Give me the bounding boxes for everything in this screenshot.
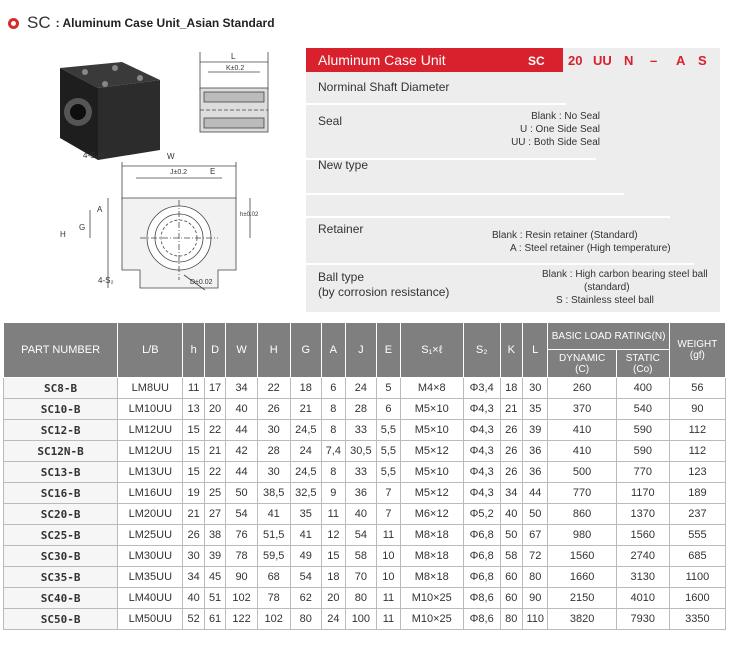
table-cell: 28 xyxy=(345,399,377,420)
table-cell: M6×12 xyxy=(400,504,463,525)
table-cell: 11 xyxy=(377,525,400,546)
table-cell: 410 xyxy=(548,420,616,441)
table-cell: 50 xyxy=(500,525,522,546)
table-cell: M8×18 xyxy=(400,546,463,567)
th-e: E xyxy=(377,323,400,378)
table-cell: 189 xyxy=(669,483,725,504)
table-cell: 62 xyxy=(290,588,322,609)
table-cell: Φ4,3 xyxy=(463,420,500,441)
th-static-label: STATIC xyxy=(625,352,660,364)
table-cell: 51 xyxy=(204,588,225,609)
table-cell: 1560 xyxy=(548,546,616,567)
table-cell: 17 xyxy=(204,378,225,399)
table-cell: Φ4,3 xyxy=(463,441,500,462)
table-cell: 80 xyxy=(500,609,522,630)
table-cell: 1560 xyxy=(616,525,669,546)
table-row xyxy=(4,525,726,546)
table-cell: LM12UU xyxy=(118,441,183,462)
bullet-icon xyxy=(8,18,19,29)
th-d: D xyxy=(204,323,225,378)
option-text: UU : Both Side Seal xyxy=(511,137,600,148)
th-l: L xyxy=(522,323,547,378)
table-cell: 5 xyxy=(377,378,400,399)
table-cell: 34 xyxy=(183,567,204,588)
table-cell: 45 xyxy=(204,567,225,588)
th-weight xyxy=(669,323,725,378)
row-label-retainer: Retainer xyxy=(318,222,364,236)
table-cell: M5×12 xyxy=(400,483,463,504)
label-S1: 4-S₁×ℓ xyxy=(83,151,106,160)
table-cell: LM25UU xyxy=(118,525,183,546)
table-cell: 39 xyxy=(204,546,225,567)
th-dynamic-label: DYNAMIC xyxy=(559,352,606,364)
table-cell: LM40UU xyxy=(118,588,183,609)
table-cell: 11 xyxy=(377,588,400,609)
table-cell: 7 xyxy=(377,483,400,504)
label-G: G xyxy=(79,223,86,232)
table-cell: 24 xyxy=(322,609,345,630)
table-cell: 102 xyxy=(257,609,290,630)
table-cell: 42 xyxy=(226,441,258,462)
row-label-balltype: Ball type xyxy=(318,270,365,284)
table-cell: 67 xyxy=(522,525,547,546)
part-code-panel xyxy=(306,48,720,312)
table-cell: 76 xyxy=(226,525,258,546)
table-cell: 28 xyxy=(257,441,290,462)
th-g: G xyxy=(290,323,322,378)
option-text: U : One Side Seal xyxy=(519,124,600,135)
cell-part-number: SC40-B xyxy=(4,588,118,609)
label-E: E xyxy=(210,167,216,176)
code-segment-ball: S xyxy=(698,53,707,68)
table-cell: 38 xyxy=(204,525,225,546)
table-cell: 1100 xyxy=(669,567,725,588)
table-cell: Φ6,8 xyxy=(463,525,500,546)
table-cell: 30 xyxy=(257,420,290,441)
table-cell: M5×10 xyxy=(400,420,463,441)
label-W: W xyxy=(167,152,175,161)
option-text: Blank : Resin retainer (Standard) xyxy=(492,230,638,241)
table-cell: 22 xyxy=(257,378,290,399)
table-cell: 410 xyxy=(548,441,616,462)
table-cell: 15 xyxy=(183,441,204,462)
table-cell: Φ6,8 xyxy=(463,546,500,567)
table-cell: 80 xyxy=(345,588,377,609)
table-cell: Φ4,3 xyxy=(463,462,500,483)
table-cell: 58 xyxy=(345,546,377,567)
table-cell: 11 xyxy=(183,378,204,399)
table-cell: 24,5 xyxy=(290,462,322,483)
cell-part-number: SC13-B xyxy=(4,462,118,483)
table-cell: 34 xyxy=(226,378,258,399)
table-cell: 100 xyxy=(345,609,377,630)
table-cell: 41 xyxy=(290,525,322,546)
table-cell: M5×12 xyxy=(400,441,463,462)
table-cell: 1660 xyxy=(548,567,616,588)
table-cell: LM30UU xyxy=(118,546,183,567)
seal-options xyxy=(450,110,600,149)
section-title xyxy=(8,12,275,34)
table-cell: 50 xyxy=(522,504,547,525)
cell-part-number: SC30-B xyxy=(4,546,118,567)
table-cell: 30 xyxy=(522,378,547,399)
cell-part-number: SC8-B xyxy=(4,378,118,399)
row-label-diameter: Norminal Shaft Diameter xyxy=(318,80,450,94)
table-cell: 980 xyxy=(548,525,616,546)
table-cell: 90 xyxy=(226,567,258,588)
table-cell: LM16UU xyxy=(118,483,183,504)
table-row xyxy=(4,483,726,504)
cell-part-number: SC50-B xyxy=(4,609,118,630)
table-cell: 26 xyxy=(500,441,522,462)
table-cell: 30,5 xyxy=(345,441,377,462)
table-cell: 72 xyxy=(522,546,547,567)
table-cell: LM13UU xyxy=(118,462,183,483)
table-cell: 26 xyxy=(500,462,522,483)
table-cell: Φ4,3 xyxy=(463,399,500,420)
table-cell: 13 xyxy=(183,399,204,420)
table-cell: 30 xyxy=(257,462,290,483)
table-cell: 1170 xyxy=(616,483,669,504)
th-k: K xyxy=(500,323,522,378)
table-cell: 12 xyxy=(322,525,345,546)
table-cell: 36 xyxy=(522,441,547,462)
table-cell: 2740 xyxy=(616,546,669,567)
title-code: SC xyxy=(27,13,51,32)
table-cell: 237 xyxy=(669,504,725,525)
label-S2: 4-S₂ xyxy=(98,276,114,285)
th-s1: S₁×ℓ xyxy=(400,323,463,378)
cell-part-number: SC12-B xyxy=(4,420,118,441)
th-part-number: PART NUMBER xyxy=(4,323,118,378)
table-cell: Φ8,6 xyxy=(463,588,500,609)
table-cell: 8 xyxy=(322,462,345,483)
cell-part-number: SC20-B xyxy=(4,504,118,525)
th-weight-label: WEIGHT xyxy=(677,339,718,350)
retainer-options xyxy=(492,229,692,255)
table-cell: 26 xyxy=(183,525,204,546)
table-cell: 112 xyxy=(669,441,725,462)
code-segment-seal: UU xyxy=(593,53,612,68)
table-cell: 685 xyxy=(669,546,725,567)
technical-drawings xyxy=(0,40,300,310)
table-cell: 26 xyxy=(500,420,522,441)
table-row xyxy=(4,588,726,609)
th-static-sym: (Co) xyxy=(633,363,653,375)
divider xyxy=(306,263,694,265)
table-cell: 36 xyxy=(522,462,547,483)
table-cell: LM8UU xyxy=(118,378,183,399)
cell-part-number: SC16-B xyxy=(4,483,118,504)
table-cell: LM20UU xyxy=(118,504,183,525)
table-cell: LM35UU xyxy=(118,567,183,588)
option-text: A : Steel retainer (High temperature) xyxy=(510,243,671,254)
table-cell: 44 xyxy=(226,420,258,441)
table-cell: M4×8 xyxy=(400,378,463,399)
table-cell: 36 xyxy=(345,483,377,504)
table-row xyxy=(4,504,726,525)
table-cell: 25 xyxy=(204,483,225,504)
table-cell: 5,5 xyxy=(377,462,400,483)
table-cell: 18 xyxy=(500,378,522,399)
table-cell: 78 xyxy=(257,588,290,609)
spec-table-body xyxy=(4,378,726,630)
spec-table xyxy=(3,322,726,630)
table-cell: 5,5 xyxy=(377,441,400,462)
code-header xyxy=(306,48,720,72)
table-cell: M10×25 xyxy=(400,588,463,609)
cell-part-number: SC12N-B xyxy=(4,441,118,462)
table-cell: 35 xyxy=(522,399,547,420)
th-j: J xyxy=(345,323,377,378)
th-dynamic xyxy=(548,350,616,378)
option-text: Blank : No Seal xyxy=(531,111,600,122)
th-dynamic-sym: (C) xyxy=(575,363,590,375)
table-cell: M5×10 xyxy=(400,462,463,483)
table-cell: 61 xyxy=(204,609,225,630)
table-cell: 52 xyxy=(183,609,204,630)
option-text: S : Stainless steel ball xyxy=(556,295,654,306)
table-cell: 590 xyxy=(616,420,669,441)
table-cell: 7,4 xyxy=(322,441,345,462)
table-cell: 40 xyxy=(226,399,258,420)
table-cell: 260 xyxy=(548,378,616,399)
label-H: H xyxy=(60,230,66,239)
code-segment-sc: SC xyxy=(528,54,545,68)
table-cell: 40 xyxy=(345,504,377,525)
table-cell: 9 xyxy=(322,483,345,504)
label-J: J±0.2 xyxy=(170,169,188,176)
table-cell: 11 xyxy=(377,609,400,630)
table-cell: M10×25 xyxy=(400,609,463,630)
table-cell: 54 xyxy=(345,525,377,546)
table-cell: LM12UU xyxy=(118,420,183,441)
side-view xyxy=(200,52,268,132)
divider xyxy=(306,103,566,105)
table-cell: 59,5 xyxy=(257,546,290,567)
table-cell: 7930 xyxy=(616,609,669,630)
table-row xyxy=(4,546,726,567)
table-cell: Φ8,6 xyxy=(463,609,500,630)
table-cell: Φ5,2 xyxy=(463,504,500,525)
row-label-newtype: New type xyxy=(318,158,369,172)
table-row xyxy=(4,441,726,462)
table-cell: 2150 xyxy=(548,588,616,609)
table-cell: Φ3,4 xyxy=(463,378,500,399)
table-cell: 11 xyxy=(322,504,345,525)
th-weight-unit: (gf) xyxy=(689,350,705,361)
balltype-options xyxy=(542,268,718,307)
table-cell: 49 xyxy=(290,546,322,567)
table-cell: 70 xyxy=(345,567,377,588)
cell-part-number: SC35-B xyxy=(4,567,118,588)
table-cell: 1370 xyxy=(616,504,669,525)
table-cell: 54 xyxy=(226,504,258,525)
table-cell: 34 xyxy=(500,483,522,504)
divider xyxy=(306,216,670,218)
table-cell: M8×18 xyxy=(400,525,463,546)
table-row xyxy=(4,378,726,399)
table-cell: 555 xyxy=(669,525,725,546)
table-cell: 44 xyxy=(522,483,547,504)
table-cell: 18 xyxy=(290,378,322,399)
table-cell: LM50UU xyxy=(118,609,183,630)
th-h: h xyxy=(183,323,204,378)
table-cell: 21 xyxy=(183,504,204,525)
table-cell: 40 xyxy=(183,588,204,609)
table-cell: 8 xyxy=(322,420,345,441)
table-cell: 80 xyxy=(290,609,322,630)
table-cell: M5×10 xyxy=(400,399,463,420)
table-cell: 44 xyxy=(226,462,258,483)
th-static xyxy=(616,350,669,378)
table-cell: 3820 xyxy=(548,609,616,630)
table-cell: 78 xyxy=(226,546,258,567)
table-cell: 22 xyxy=(204,420,225,441)
table-cell: 110 xyxy=(522,609,547,630)
table-cell: 15 xyxy=(322,546,345,567)
table-row xyxy=(4,462,726,483)
table-cell: 33 xyxy=(345,462,377,483)
table-cell: 770 xyxy=(548,483,616,504)
table-cell: 15 xyxy=(183,462,204,483)
table-cell: 10 xyxy=(377,567,400,588)
table-cell: Φ6,8 xyxy=(463,567,500,588)
table-cell: M8×18 xyxy=(400,567,463,588)
table-cell: 102 xyxy=(226,588,258,609)
code-segment-dash: – xyxy=(650,53,658,68)
row-label-balltype-2: (by corrosion resistance) xyxy=(318,285,450,299)
table-cell: 90 xyxy=(522,588,547,609)
table-cell: 22 xyxy=(204,462,225,483)
table-cell: 60 xyxy=(500,567,522,588)
table-cell: 6 xyxy=(322,378,345,399)
table-cell: 39 xyxy=(522,420,547,441)
table-cell: 4010 xyxy=(616,588,669,609)
table-cell: 860 xyxy=(548,504,616,525)
table-cell: 6 xyxy=(377,399,400,420)
table-row xyxy=(4,420,726,441)
table-cell: 18 xyxy=(322,567,345,588)
table-cell: 20 xyxy=(204,399,225,420)
option-text: Blank : High carbon bearing steel ball xyxy=(542,269,708,280)
table-cell: 58 xyxy=(500,546,522,567)
table-cell: 24 xyxy=(290,441,322,462)
label-h: h±0.02 xyxy=(240,212,259,218)
th-a: A xyxy=(322,323,345,378)
table-cell: 8 xyxy=(322,399,345,420)
table-cell: 19 xyxy=(183,483,204,504)
table-cell: 68 xyxy=(257,567,290,588)
table-cell: 50 xyxy=(226,483,258,504)
table-cell: 24,5 xyxy=(290,420,322,441)
table-cell: 123 xyxy=(669,462,725,483)
table-cell: 35 xyxy=(290,504,322,525)
code-segment-retainer: A xyxy=(676,53,686,68)
divider xyxy=(306,193,624,195)
th-lb: L/B xyxy=(118,323,183,378)
cell-part-number: SC10-B xyxy=(4,399,118,420)
label-A: A xyxy=(97,205,103,214)
table-cell: 122 xyxy=(226,609,258,630)
code-header-bar xyxy=(306,48,563,72)
th-hh: H xyxy=(257,323,290,378)
table-cell: 30 xyxy=(183,546,204,567)
table-cell: 32,5 xyxy=(290,483,322,504)
table-cell: 26 xyxy=(257,399,290,420)
table-cell: 21 xyxy=(290,399,322,420)
th-w: W xyxy=(226,323,258,378)
front-view xyxy=(90,162,250,290)
table-cell: 51,5 xyxy=(257,525,290,546)
table-cell: 80 xyxy=(522,567,547,588)
label-L: L xyxy=(231,52,236,61)
code-segment-size: 20 xyxy=(568,53,583,68)
table-cell: 112 xyxy=(669,420,725,441)
table-cell: 10 xyxy=(377,546,400,567)
table-cell: 3350 xyxy=(669,609,725,630)
table-cell: 60 xyxy=(500,588,522,609)
table-cell: 400 xyxy=(616,378,669,399)
code-segment-new: N xyxy=(624,53,634,68)
table-cell: 770 xyxy=(616,462,669,483)
table-cell: 21 xyxy=(204,441,225,462)
table-cell: 3130 xyxy=(616,567,669,588)
title-subtitle: : Aluminum Case Unit_Asian Standard xyxy=(55,16,275,30)
label-D: D±0.02 xyxy=(190,279,213,286)
table-cell: 540 xyxy=(616,399,669,420)
table-row xyxy=(4,399,726,420)
table-cell: 15 xyxy=(183,420,204,441)
table-cell: 5,5 xyxy=(377,420,400,441)
isometric-view xyxy=(60,62,160,160)
table-cell: Φ4,3 xyxy=(463,483,500,504)
table-row xyxy=(4,609,726,630)
row-label-seal: Seal xyxy=(318,114,343,128)
table-cell: 56 xyxy=(669,378,725,399)
th-s2: S₂ xyxy=(463,323,500,378)
table-cell: 500 xyxy=(548,462,616,483)
th-load: BASIC LOAD RATING(N) xyxy=(548,323,669,350)
table-cell: 54 xyxy=(290,567,322,588)
table-cell: 90 xyxy=(669,399,725,420)
table-cell: 24 xyxy=(345,378,377,399)
table-cell: LM10UU xyxy=(118,399,183,420)
table-cell: 33 xyxy=(345,420,377,441)
label-K: K±0.2 xyxy=(226,65,245,72)
table-cell: 1600 xyxy=(669,588,725,609)
table-row xyxy=(4,567,726,588)
code-header-label: Aluminum Case Unit xyxy=(318,52,446,68)
table-cell: 41 xyxy=(257,504,290,525)
option-text: (standard) xyxy=(584,282,630,293)
table-cell: 590 xyxy=(616,441,669,462)
cell-part-number: SC25-B xyxy=(4,525,118,546)
table-cell: 21 xyxy=(500,399,522,420)
table-cell: 27 xyxy=(204,504,225,525)
table-cell: 370 xyxy=(548,399,616,420)
table-cell: 38,5 xyxy=(257,483,290,504)
table-cell: 20 xyxy=(322,588,345,609)
table-cell: 7 xyxy=(377,504,400,525)
table-cell: 40 xyxy=(500,504,522,525)
